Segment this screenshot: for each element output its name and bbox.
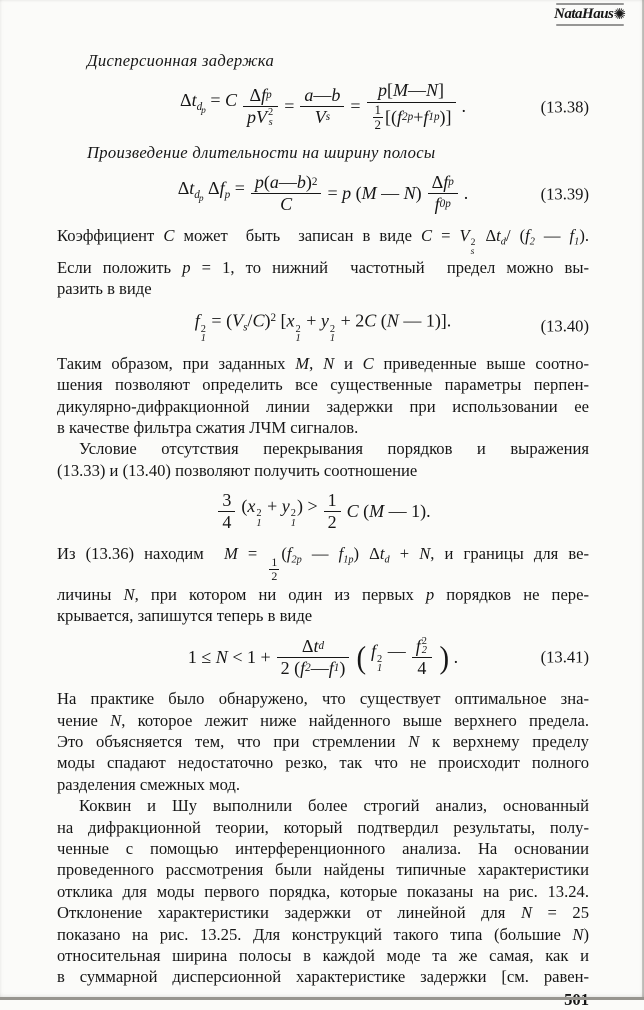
equation-13-41-body: 1 ≤ N < 1 + Δ t d 2 ( f 2 — f 1 ) ( f 2 1 — f 2 2 4 ) .	[187, 635, 459, 678]
text-line: личины N, при котором ни один из первых p порядков не пере-	[57, 584, 589, 604]
text-line: разить в виде	[57, 278, 152, 298]
text-line: крывается, запишутся теперь в виде	[57, 606, 313, 626]
natahaus-brand-text: NataHaus	[554, 6, 614, 22]
text-line: Коквин и Шу выполнили более строгий анализ, основанный	[79, 796, 589, 816]
stacked-sup-sub: 2 s	[470, 236, 476, 257]
text-line: шения позволяют определить все существенные параметры перпен-	[57, 375, 589, 395]
eq41-fraction-1: Δ t d 2 ( f 2 — f 1 )	[277, 636, 350, 679]
text-line: в суммарной дисперсионной характеристике задержки [см. равен-	[57, 967, 589, 987]
equation-13-39-body	[178, 172, 469, 215]
eq38-equals-2: =	[284, 95, 295, 116]
eq38-equals-3: =	[350, 95, 361, 116]
equation-13-39	[57, 172, 589, 215]
text-line: разделения смежных мод.	[57, 774, 240, 794]
text-line: относительная ширина полосы в каждой моде та же самая, как и	[57, 946, 589, 966]
section-heading-time-bandwidth-product: Произведение длительности на ширину полосы	[87, 142, 436, 162]
text-line: Условие отсутствия перекрывания порядков и выражения	[79, 439, 589, 459]
illegible-small-print-bottom	[556, 24, 624, 26]
eq38-fraction-2: a — b V s	[300, 85, 344, 128]
text-line: проведенного рассмотрения были найдены типичные характеристики	[57, 860, 589, 880]
illegible-small-print-top	[556, 3, 624, 5]
eq39-period: .	[463, 183, 469, 204]
text-line: Таким образом, при заданных M, N и C приведенные выше соотно-	[57, 353, 590, 373]
stacked-sup-sub: 2 1	[200, 323, 206, 345]
text-line: Отклонение характеристики задержки от линейной для N = 25	[57, 903, 590, 923]
paragraph-thus-parameters	[57, 353, 589, 481]
text-line: чение N, которое лежит ниже найденного выше верхнего предела.	[57, 710, 589, 730]
text-line: Если положить p = 1, то нижний частотный предел можно вы-	[57, 257, 590, 277]
text-line: дикулярно-дифракционной линии задержки при использовании ее	[57, 396, 589, 416]
eq39-mid: = p (M — N)	[327, 183, 422, 204]
eq38-fraction-1: Δ f p pV 2 s	[243, 85, 278, 128]
equation-13-38-body	[180, 80, 466, 132]
eq38-period: .	[461, 95, 467, 116]
equation-13-40	[57, 308, 589, 343]
text-line: На практике было обнаружено, что существует оптимальное зна-	[57, 689, 589, 709]
equation-13-40-body	[195, 308, 452, 343]
equation-13-41	[57, 636, 589, 679]
paragraph-practice-and-cokvin-shu	[57, 688, 589, 988]
text-line: моды спадают недостаточно резко, так что не происходит полного	[57, 753, 589, 773]
section-heading-dispersion-delay: Дисперсионная задержка	[87, 51, 275, 70]
eq41-lhs: 1 ≤ N < 1 +	[187, 646, 271, 667]
equation-number-13-38: (13.38)	[540, 96, 589, 116]
stacked-sup-sub: 2 1	[290, 508, 296, 529]
stacked-sup-sub: 2 1	[376, 653, 383, 675]
text-line: Из (13.36) находим M = $\frac{1}{2}$ ($f_{2p}$ — $f_{1p}$) $\Delta t_d + N$, и границы для ве-	[57, 543, 589, 584]
eq40-body: f 2 1 = $(V_s/C)^2$ [x 2 1 + y 2 1 + 2C (N — 1)].	[194, 310, 452, 345]
sun-ornament-icon: ✺	[613, 7, 626, 23]
text-line: показано на рис. 13.25. Для конструкций такого типа (большие N)	[57, 924, 589, 944]
page-text-column	[57, 48, 589, 1010]
equation-13-38	[57, 80, 589, 132]
paragraph-from-13-36	[57, 543, 589, 627]
stacked-sup-sub: 2 1	[329, 323, 336, 345]
text-line: на дифракционной теории, который подтвердил результаты, полу-	[57, 817, 589, 837]
text-line: (13.33) и (13.40) позволяют получить соотношение	[57, 460, 418, 480]
equation-number-13-39: (13.39)	[540, 184, 589, 204]
stacked-sup-sub: 2 s	[268, 107, 274, 128]
text-line: отклика для моды первого порядка, которые показаны на рис. 13.24.	[57, 881, 589, 901]
ineq-fraction-3-4: 3 4	[218, 490, 235, 533]
text-line: Это объясняется тем, что при стремлении N к верхнему пределу	[57, 731, 589, 751]
ineq-mid-1: (x 2 1 + y 2 1 ) >	[241, 495, 318, 529]
eq38-lhs: $\Delta t_{dp} = C$	[179, 90, 237, 117]
eq41-inner: f 2 1 —	[370, 640, 406, 675]
natahaus-brand	[542, 6, 638, 23]
inequality-body	[215, 490, 430, 533]
equation-number-13-40: (13.40)	[540, 316, 589, 336]
eq41-fraction-2: f 2 2 4	[412, 636, 432, 679]
ineq-mid-2: C (M — 1).	[346, 501, 431, 522]
stacked-sup-sub: 2 1	[256, 508, 262, 529]
natahaus-watermark	[542, 2, 638, 27]
equation-number-13-41: (13.41)	[540, 647, 589, 667]
text-line: ченные с помощью интерференционного анализа. На основании	[57, 838, 589, 858]
eq39-lhs: $\Delta t_{dp}$ $\Delta f_p$ =	[177, 177, 245, 204]
text-line: Коэффициент C может быть записан в виде C = V 2 s $\Delta t_d/$ ($f_2$ — $f_1$).	[57, 225, 589, 257]
eq39-fraction-2: Δ f p f 0p	[428, 172, 458, 215]
stacked-sup-sub: 2 1	[295, 323, 301, 345]
eq41-period: .	[453, 646, 459, 667]
inequality-mode-overlap	[57, 490, 589, 533]
eq38-fraction-3: p [ M — N ] 1 2 [( f 2p + f 1p )]	[367, 80, 456, 132]
paragraph-coefficient-c	[57, 225, 589, 300]
eq39-fraction-1: p ( a — b ) 2 C	[251, 172, 322, 215]
stacked-sup-sub: 2 2	[421, 635, 427, 657]
inline-fraction: $\frac{1}{2}$	[271, 555, 278, 584]
text-line: в качестве фильтра сжатия ЛЧМ сигналов.	[57, 418, 359, 438]
ineq-fraction-1-2: 1 2	[324, 490, 341, 533]
inline-fraction: 1 2	[374, 101, 382, 133]
